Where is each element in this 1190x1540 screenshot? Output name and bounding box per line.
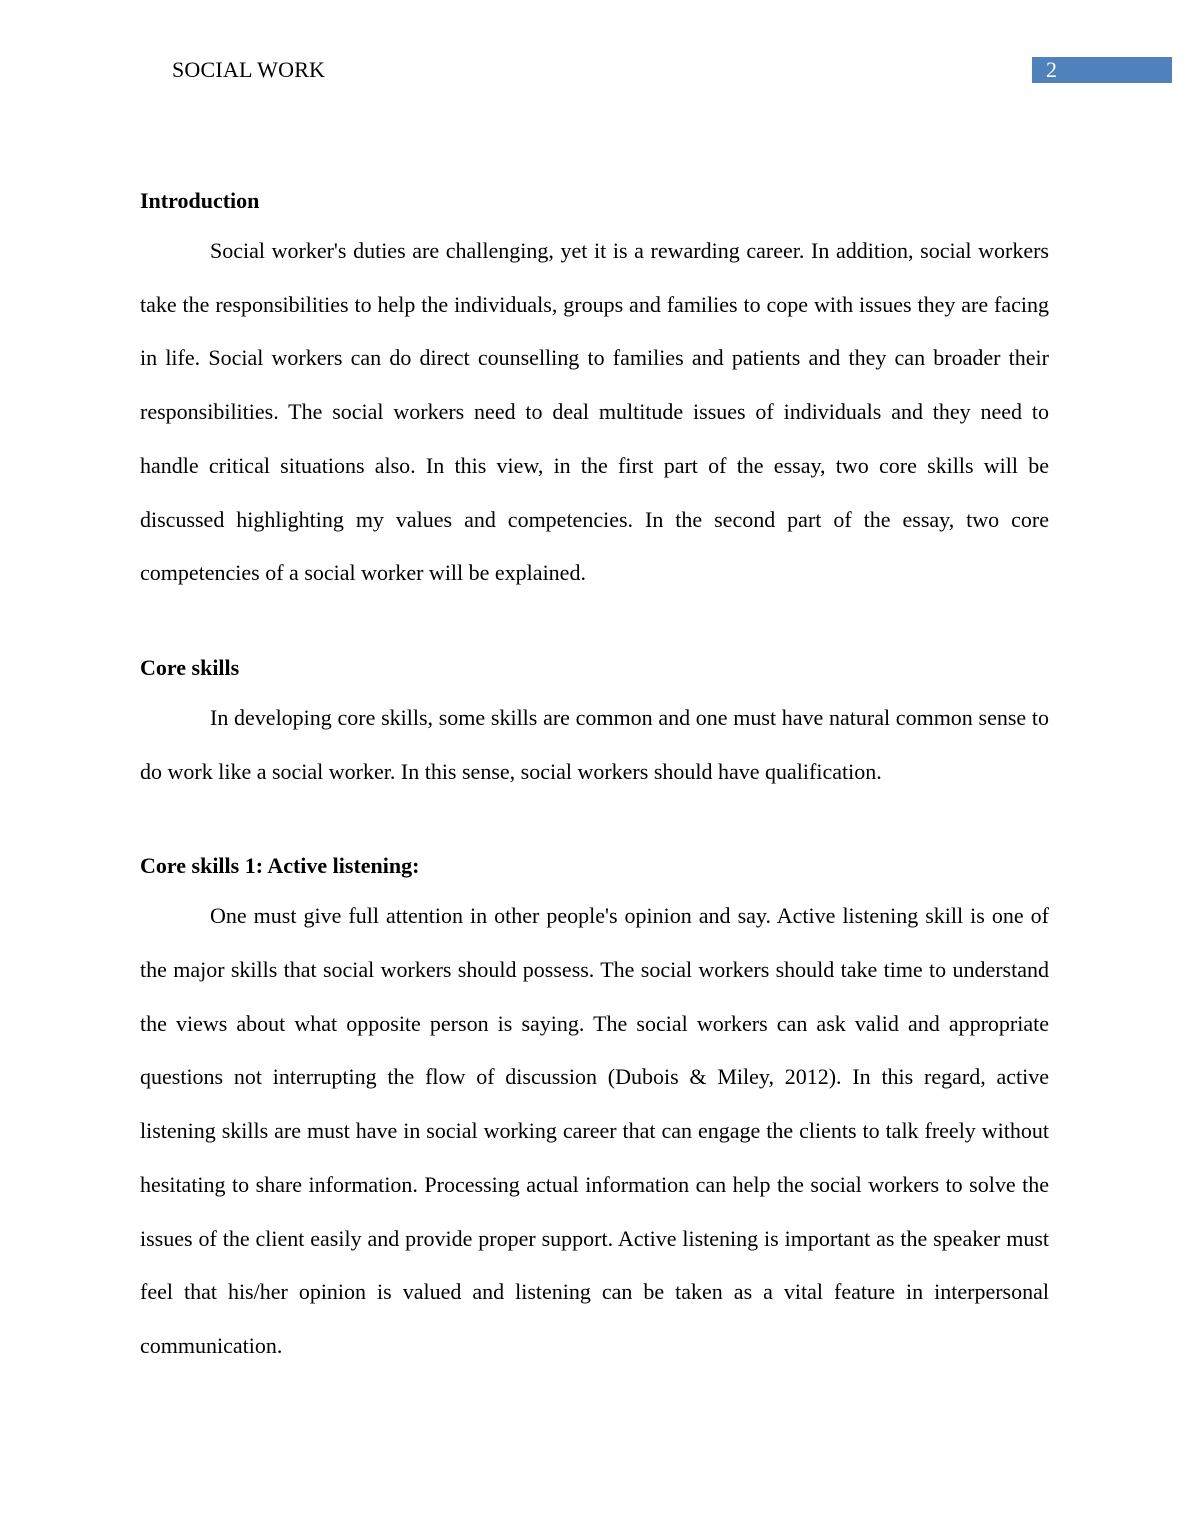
section-introduction [140,180,1049,600]
running-head: SOCIAL WORK [172,57,326,82]
body-paragraph: In developing core skills, some skills are common and one must have natural common sense to do work like a social worker. In this sense, social workers should have qualification. [140,704,1049,784]
section-heading: Core skills 1: Active listening: [140,853,420,879]
section-core-skills [140,647,1049,798]
page-number: 2 [1032,57,1172,83]
body-paragraph: Social worker's duties are challenging, yet it is a rewarding career. In addition, social workers take the responsibilities to help the individuals, groups and families to cope with issues they are facing in life. Social workers can do direct counselling to families and patients and they can broader their responsibilities. The social workers need to deal multitude issues of individuals and they need to handle critical situations also. In this view, in the first part of the essay, two core skills will be discussed highlighting my values and competencies. In the second part of the essay, two core competencies of a social worker will be explained. [140,238,1049,586]
section-heading: Introduction [140,188,260,213]
document-body [140,180,1049,1373]
section-heading: Core skills [140,654,240,680]
section-active-listening [140,845,1049,1372]
body-paragraph: One must give full attention in other people's opinion and say. Active listening skill is one of the major skills that social workers should possess. The social workers should take time to understand the views about what opposite person is saying. The social workers can ask valid and appropriate questions not interrupting the flow of discussion (Dubois & Miley, 2012). In this regard, active listening skills are must have in social working career that can engage the clients to talk freely without hesitating to share information. Processing actual information can help the social workers to solve the issues of the client easily and provide proper support. Active listening is important as the speaker must feel that his/her opinion is valued and listening can be taken as a vital feature in interpersonal communication. [140,903,1049,1358]
